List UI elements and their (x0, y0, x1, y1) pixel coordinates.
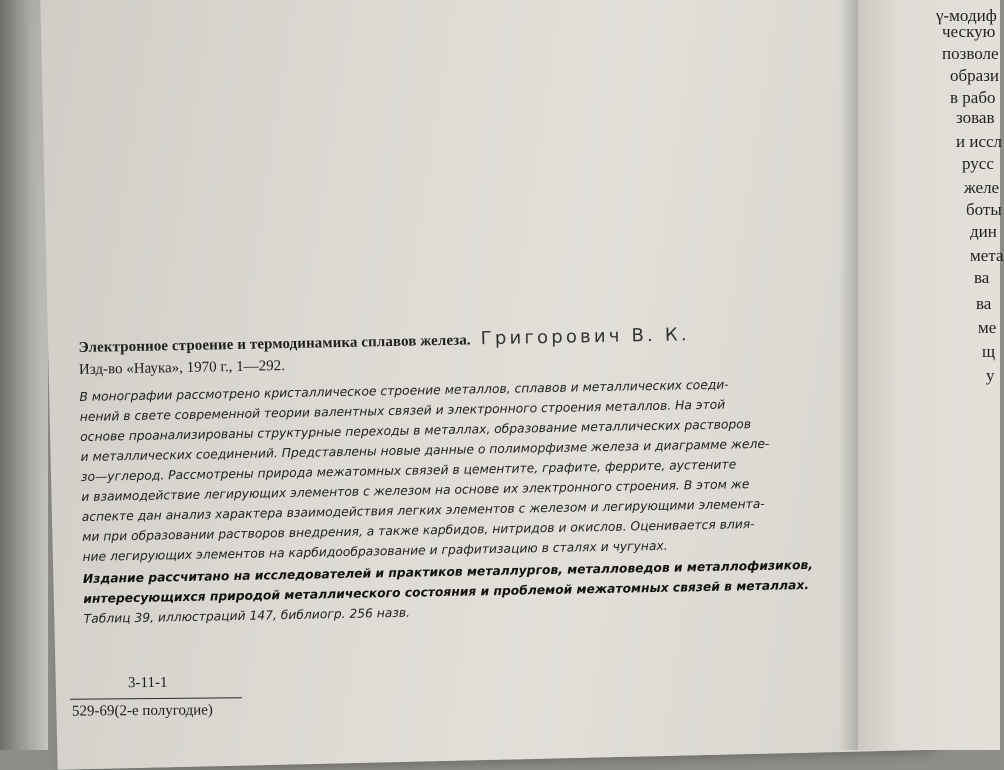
right-page (858, 0, 1004, 750)
abstract-line: аспекте дан анализ характера взаимодействия легких элементов с железом и легирующими элемента- (81, 496, 765, 524)
right-fragment: ва (976, 294, 992, 313)
right-fragment: дин (970, 222, 997, 241)
audience-line: интересующихся природой металлического состояния и проблемой межатомных связей в металлах. (83, 578, 810, 606)
abstract-line: и металлических соединений. Представлены новые данные о полиморфизме железа и диаграмме желе- (80, 436, 770, 464)
publisher-line: Изд-во «Наука», 1970 г., 1—292. (78, 358, 286, 378)
right-fragment: мета (970, 246, 1004, 265)
right-fragment: образи (950, 66, 1000, 85)
catalog-code-bottom: 529-69(2-е полугодие) (71, 702, 213, 720)
catalog-code-top: 3-11-1 (127, 674, 168, 692)
book-author: Григорович В. К. (480, 324, 691, 350)
right-fragment: русс (962, 154, 994, 173)
abstract-line: зо—углерод. Рассмотрены природа межатомных связей в цементите, графите, феррите, аустените (80, 457, 737, 484)
right-fragment: γ-модиф (936, 6, 997, 25)
abstract-line: и взаимодействие легирующих элементов с железом на основе их электронного строения. В этом же (81, 477, 750, 504)
right-fragment: зовав (956, 108, 995, 127)
book-title: Электронное строение и термодинамика сплавов железа. (78, 332, 471, 356)
counts-line: Таблиц 39, иллюстраций 147, библиогр. 256 назв. (83, 605, 411, 626)
abstract-line: нений в свете современной теории валентных связей и электронного строения металлов. На этой (79, 397, 726, 424)
right-page-text (858, 0, 1004, 750)
abstract-line: ние легирующих элементов на карбидообразование и графитизацию в сталях и чугунах. (82, 538, 668, 564)
right-fragment: боты (966, 200, 1002, 219)
right-fragment: и иссл (956, 132, 1003, 151)
book-edge-left (0, 0, 48, 750)
right-fragment: ческую (942, 22, 996, 41)
right-fragment: щ (982, 342, 996, 361)
audience-line: Издание рассчитано на исследователей и практиков металлургов, металловедов и металлофизиков, (82, 557, 814, 586)
right-fragment: позволе (942, 44, 999, 63)
right-fragment: у (986, 366, 995, 385)
right-fragment: желе (964, 178, 1000, 197)
right-fragment: в рабо (950, 88, 996, 107)
abstract-line: В монографии рассмотрено кристаллическое строение металлов, сплавов и металлических соеди- (79, 377, 729, 404)
abstract-line: основе проанализированы структурные переходы в металлах, образование металлических растворов (80, 417, 752, 444)
abstract-line: ми при образовании растворов внедрения, а также карбидов, нитридов и окислов. Оценивается влия- (81, 517, 755, 544)
right-fragment: ва (974, 268, 990, 287)
right-fragment: ме (978, 318, 997, 337)
